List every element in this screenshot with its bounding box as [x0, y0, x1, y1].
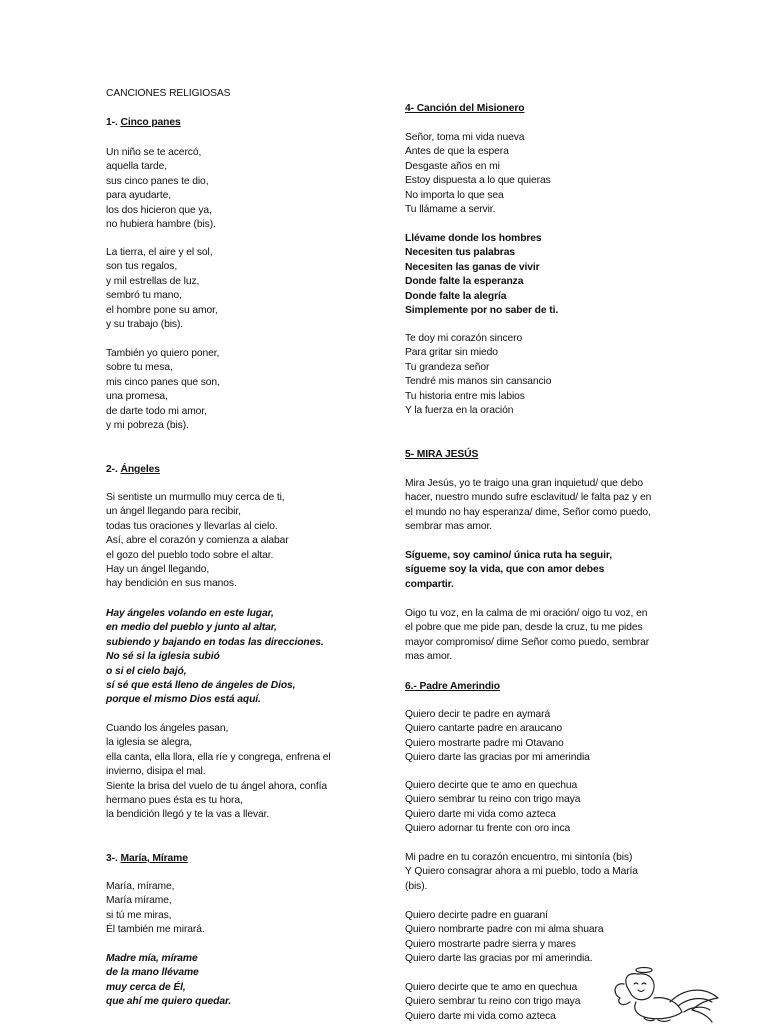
song5-title: 5- MIRA JESÚS	[405, 449, 479, 460]
lyric-line: Antes de que la espera	[405, 146, 509, 158]
lyric-line: en medio del pueblo y junto al altar,	[106, 622, 277, 634]
lyric-line: la bendición llegó y te la vas a llevar.	[106, 809, 270, 821]
lyric-line: Estoy dispuesta a lo que quieras	[405, 175, 551, 187]
lyric-line: Tendré mis manos sin cansancio	[405, 376, 552, 388]
lyric-line: sígueme soy la vida, que con amor debes	[405, 564, 605, 576]
lyric-line: o si el cielo bajó,	[106, 665, 187, 677]
lyric-line: porque el mismo Dios está aquí.	[106, 694, 261, 706]
song4-stanza1	[405, 131, 667, 217]
lyric-line: mas amor.	[405, 651, 453, 663]
lyric-line: Quiero sembrar tu reino con trigo maya	[405, 996, 581, 1008]
lyric-line: Quiero decir te padre en aymará	[405, 709, 551, 720]
lyric-line: hay bendición en sus manos.	[106, 578, 237, 590]
song3-chorus	[106, 952, 376, 1010]
lyric-line: hermano pues ésta es tu hora,	[106, 795, 243, 807]
lyric-line: Tu llámame a servir.	[405, 204, 496, 216]
lyric-line: una promesa,	[106, 391, 168, 403]
lyric-line: Quiero darte mi vida como azteca	[405, 1010, 556, 1022]
lyric-line: no hubiera hambre (bis).	[106, 219, 216, 231]
song4-heading	[405, 102, 667, 116]
document-title-text: CANCIONES RELIGIOSAS	[106, 88, 231, 99]
lyric-line: No importa lo que sea	[405, 189, 504, 201]
lyric-line: Un niño se te acercó,	[106, 147, 202, 158]
lyric-line: Necesiten las ganas de vivir	[405, 261, 540, 273]
lyric-line: Mira Jesús, yo te traigo una gran inquietud/ que debo	[405, 478, 643, 489]
lyric-line: Quiero decirte que te amo en quechua	[405, 982, 578, 993]
lyric-line: sembrar mas amor.	[405, 521, 492, 533]
song1-number: 1-.	[106, 117, 121, 128]
lyric-line: Tu grandeza señor	[405, 361, 490, 373]
angel-drawing-icon	[608, 962, 728, 1024]
lyric-line: Tu historia entre mis labios	[405, 390, 525, 402]
lyric-line: Sígueme, soy camino/ única ruta ha seguir,	[405, 550, 612, 561]
lyric-line: sembró tu mano,	[106, 290, 182, 302]
song6-stanza4	[405, 909, 667, 967]
lyric-line: Quiero adornar tu frente con oro inca	[405, 823, 571, 835]
lyric-line: Oigo tu voz, en la calma de mi oración/ oigo tu voz, en	[405, 608, 648, 619]
lyric-line: Hay un ángel llegando,	[106, 564, 210, 576]
lyric-line: Para gritar sin miedo	[405, 347, 498, 359]
lyric-line: Necesiten tus palabras	[405, 247, 515, 259]
lyric-line: Siente la brisa del vuelo de tu ángel ahora, confía	[106, 780, 328, 792]
lyric-line: Quiero darte mi vida como azteca	[405, 808, 556, 820]
lyric-line: Donde falte la alegría	[405, 290, 507, 302]
song5-stanza1	[405, 477, 667, 535]
lyric-line: todas tus oraciones y llevarlas al cielo.	[106, 520, 278, 532]
song3-stanza1	[106, 880, 376, 938]
lyric-line: Señor, toma mi vida nueva	[405, 132, 525, 143]
lyric-line: sus cinco panes te dio,	[106, 175, 209, 187]
lyric-line: También yo quiero poner,	[106, 348, 220, 359]
document-title	[106, 87, 376, 101]
song2-stanza1	[106, 491, 376, 592]
lyric-line: Quiero cantarte padre en araucano	[405, 723, 562, 735]
lyric-line: María mírame,	[106, 895, 172, 907]
lyric-line: Y Quiero consagrar ahora a mi pueblo, todo a María	[405, 866, 638, 878]
lyric-line: subiendo y bajando en todas las direcciones.	[106, 636, 324, 648]
lyric-line: la iglesia se alegra,	[106, 737, 193, 749]
lyric-line: Llévame donde los hombres	[405, 233, 542, 244]
lyric-line: Quiero mostrarte padre sierra y mares	[405, 938, 576, 950]
lyric-line: para ayudarte,	[106, 190, 172, 202]
lyric-line: Y la fuerza en la oración	[405, 405, 514, 417]
lyric-line: María, mírame,	[106, 881, 175, 892]
lyric-line: aquella tarde,	[106, 161, 167, 173]
lyric-line: sobre tu mesa,	[106, 362, 173, 374]
song6-stanza1	[405, 708, 667, 766]
lyric-line: son tus regalos,	[106, 261, 178, 273]
song5-stanza2	[405, 607, 667, 665]
song6-stanza3	[405, 851, 667, 894]
lyric-line: Donde falte la esperanza	[405, 276, 524, 288]
lyric-line: y mi pobreza (bis).	[106, 420, 189, 432]
lyric-line: hacer, nuestro mundo sufre esclavitud/ le falta paz y en	[405, 492, 652, 504]
lyric-line: Madre mía, mírame	[106, 953, 198, 964]
lyric-line: el hombre pone su amor,	[106, 304, 218, 316]
lyric-line: Quiero nombrarte padre con mi alma shuara	[405, 924, 604, 936]
lyric-line: Mi padre en tu corazón encuentro, mi sintonía (bis)	[405, 852, 633, 863]
lyric-line: mis cinco panes que son,	[106, 376, 220, 388]
lyric-line: Así, abre el corazón y comienza a alabar	[106, 535, 289, 547]
lyric-line: Si sentiste un murmullo muy cerca de ti,	[106, 492, 285, 503]
song4-chorus	[405, 232, 667, 318]
song2-title: Ángeles	[120, 464, 160, 475]
song3-title: María, Mírame	[120, 853, 188, 864]
lyric-line: Cuando los ángeles pasan,	[106, 723, 229, 734]
song1-stanza2	[106, 246, 376, 332]
lyric-line: Quiero sembrar tu reino con trigo maya	[405, 794, 581, 806]
lyric-line: el mundo no hay esperanza/ dime, Señor como puedo,	[405, 506, 651, 518]
lyric-line: muy cerca de Él,	[106, 981, 186, 993]
lyric-line: invierno, disipa el mal.	[106, 766, 206, 778]
lyric-line: Quiero darte las gracias por mi amerindia	[405, 752, 590, 764]
song3-number: 3-.	[106, 853, 121, 864]
song4-stanza2	[405, 332, 667, 418]
lyric-line: y su trabajo (bis).	[106, 319, 184, 331]
song1-stanza1	[106, 146, 376, 232]
lyric-line: No sé si la iglesia subió	[106, 651, 220, 663]
song1-heading	[106, 116, 376, 130]
lyric-line: y mil estrellas de luz,	[106, 275, 200, 287]
lyric-line: que ahí me quiero quedar.	[106, 996, 232, 1008]
song4-title: 4- Canción del Misionero	[405, 103, 525, 114]
lyric-line: de darte todo mi amor,	[106, 405, 207, 417]
lyric-line: Hay ángeles volando en este lugar,	[106, 608, 274, 619]
song3-heading	[106, 852, 376, 866]
lyric-line: Quiero decirte que te amo en quechua	[405, 780, 578, 791]
lyric-line: un ángel llegando para recibir,	[106, 506, 241, 518]
lyric-line: de la mano llévame	[106, 967, 199, 979]
song2-heading	[106, 463, 376, 477]
song5-chorus	[405, 549, 667, 592]
lyric-line: Simplemente por no saber de ti.	[405, 305, 559, 317]
lyric-line: mayor compromiso/ dime Señor como puedo, sembrar	[405, 636, 650, 648]
lyric-line: el gozo del pueblo todo sobre el altar.	[106, 549, 274, 561]
lyric-line: (bis).	[405, 880, 428, 892]
lyric-line: La tierra, el aire y el sol,	[106, 247, 213, 258]
lyric-line: Quiero decirte padre en guaraní	[405, 910, 548, 921]
song5-heading	[405, 448, 667, 462]
lyric-line: Te doy mi corazón sincero	[405, 333, 523, 344]
lyric-line: los dos hicieron que ya,	[106, 204, 212, 216]
song2-stanza2	[106, 722, 376, 823]
lyric-line: sí sé que está lleno de ángeles de Dios,	[106, 680, 296, 692]
song6-heading	[405, 680, 667, 694]
lyric-line: si tú me miras,	[106, 909, 172, 921]
song1-title: Cinco panes	[120, 117, 181, 128]
song6-title: 6.- Padre Amerindio	[405, 681, 500, 692]
song1-stanza3	[106, 347, 376, 433]
lyric-line: ella canta, ella llora, ella ríe y congrega, enfrena el	[106, 751, 331, 763]
song6-stanza2	[405, 779, 667, 837]
lyric-line: Quiero mostrarte padre mi Otavano	[405, 737, 564, 749]
lyric-line: Quiero darte las gracias por mi amerindia.	[405, 953, 593, 965]
lyric-line: compartir.	[405, 578, 454, 590]
song2-number: 2-.	[106, 464, 121, 475]
song2-chorus	[106, 607, 376, 708]
lyric-line: Desgaste años en mi	[405, 160, 500, 172]
lyric-line: Él también me mirará.	[106, 924, 205, 936]
lyric-line: el pobre que me pide pan, desde la cruz, tu me pides	[405, 622, 643, 634]
